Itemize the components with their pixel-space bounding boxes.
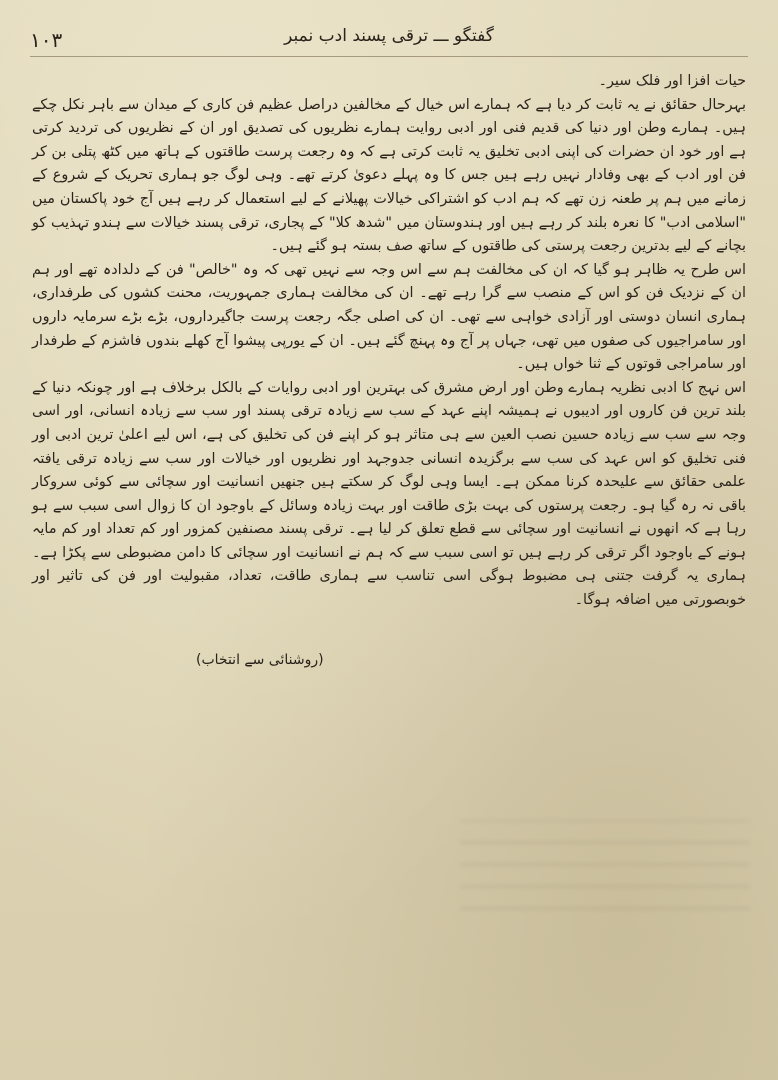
page-number: ۱۰۳ [30,28,63,52]
header-rule [30,56,748,57]
source-credit: (روشنائی سے انتخاب) [196,652,324,668]
article-body [32,70,746,613]
bleed-through-texture [460,820,750,910]
paragraph-1: بہرحال حقائق نے یہ ثابت کر دیا ہے کہ ہمارے اس خیال کے مخالفین دراصل عظیم فن کاری کے میدان سے باہر نکل چکے ہیں۔ ہمارے وطن اور دنیا کی قدیم فنی اور ادبی روایت ہمارے نظریوں کی تصدیق اور ان کے نظریوں کی تردید کرتی ہے اور خود ان حضرات کی اپنی ادبی تخلیق یہ ثابت کرتی ہے کہ وہ رجعت پرست طاقتوں کے ہاتھ میں کٹھ پتلی بن کر فن اور ادب کے بھی وفادار نہیں رہے ہیں جس کا وہ پہلے دعویٰ کرتے تھے۔ وہی لوگ جو ہماری تحریک کے شروع کے زمانے میں ہم پر طعنہ زن تھے کہ ہم ادب کو اشتراکی خیالات پھیلانے کے لیے استعمال کر رہے ہیں آج خود پاکستان میں "اسلامی ادب" کا نعرہ بلند کر رہے ہیں اور ہندوستان میں "شدھ کلا" کے پجاری، ترقی پسند خیالات سے ہندو تہذیب کو بچانے کے لیے بدترین رجعت پرستی کی طاقتوں کے ساتھ صف بستہ ہو گئے ہیں۔ [32,96,746,255]
opening-line: حیات افزا اور فلک سیر۔ [598,73,746,89]
paragraph-2: اس طرح یہ ظاہر ہو گیا کہ ان کی مخالفت ہم سے اس وجہ سے نہیں تھی کہ وہ "خالص" فن کے دلدادہ تھے اور ہم ان کے نزدیک فن کو اس کے منصب سے گرا رہے تھے۔ ان کی مخالفت ہماری جمہوریت، محنت کشوں کی طرفداری، ہماری انسان دوستی اور آزادی خواہی سے تھی۔ ان کی اصلی جگہ رجعت پرست جاگیرداروں، بڑے بڑے سرمایہ داروں اور سامراجیوں کی صفوں میں تھی، جہاں پر آج وہ پہنچ گئے ہیں۔ ان کے یورپی پیشوا آج کھلے بندوں فاشزم کے طرفدار اور سامراجی قوتوں کے ثنا خواں ہیں۔ [32,261,746,373]
paragraph-3: اس نہج کا ادبی نظریہ ہمارے وطن اور ارض مشرق کی بہترین اور ادبی روایات کے بالکل برخلاف ہے اور چونکہ دنیا کے بلند ترین فن کاروں اور ادیبوں نے ہمیشہ اپنے عہد کے سب سے زیادہ ترقی پسند اور سب سے زیادہ انسانی، اور اسی وجہ سے سب سے زیادہ حسین نصب العین سے ہی متاثر ہو کر اپنے فن کی تخلیق کی ہے، اس لیے اعلیٰ ترین ادبی اور فنی تخلیق کو اس عہد کی سب سے برگزیدہ انسانی جدوجہد اور نظریوں اور خیالات اور سب سے زیادہ ترقی یافتہ علمی حقائق سے علیحدہ کرنا ممکن ہے۔ ایسا وہی لوگ کر سکتے ہیں جنھیں انسانیت اور سچائی سے کوئی سروکار باقی نہ رہ گیا ہو۔ رجعت پرستوں کی بہت بڑی طاقت اور بہت زیادہ وسائل کے باوجود ان کا زوال اسی سبب سے ہو رہا ہے کہ انھوں نے انسانیت اور سچائی سے قطع تعلق کر لیا ہے۔ ترقی پسند مصنفین کمزور اور کم تعداد اور کم مایہ ہونے کے باوجود اگر ترقی کر رہے ہیں تو اسی سبب سے کہ ہم نے انسانیت اور سچائی کا دامن مضبوطی سے پکڑا ہے۔ ہماری یہ گرفت جتنی ہی مضبوط ہوگی اسی تناسب سے ہماری طاقت، تعداد، مقبولیت اور فن کی تاثیر اور خوبصورتی میں اضافہ ہوگا۔ [32,379,746,609]
running-head: گفتگو ـــ ترقی پسند ادب نمبر [284,26,494,46]
